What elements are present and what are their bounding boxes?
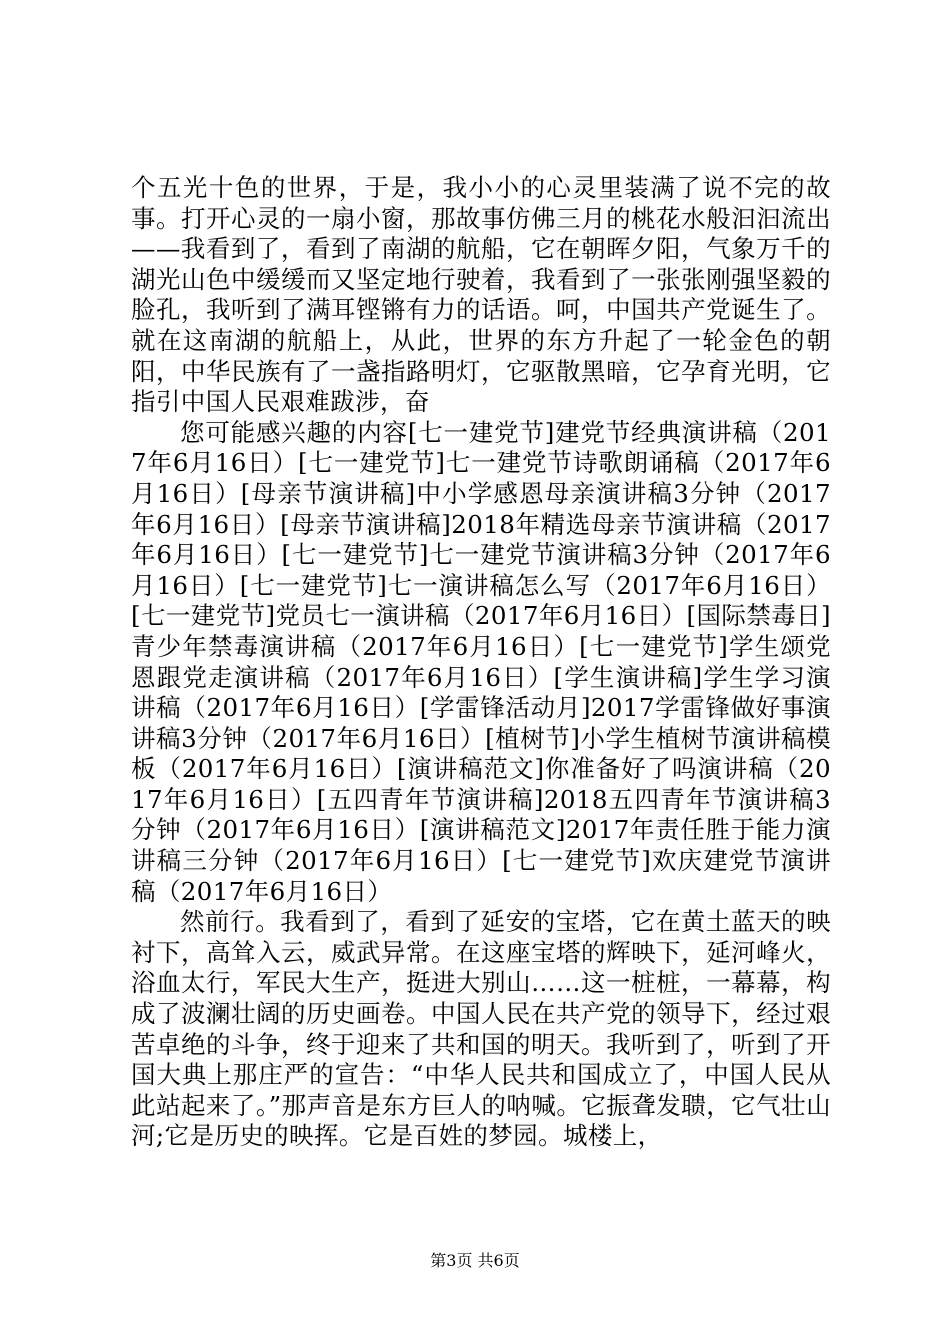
page-footer: 第3页 共6页: [430, 1251, 520, 1270]
paragraph-related-content: 您可能感兴趣的内容[七一建党节]建党节经典演讲稿（2017年6月16日）[七一建党节]七一建党节诗歌朗诵稿（2017年6月16日）[母亲节演讲稿]中小学感恩母亲演讲稿3分钟（2017年6月16日）[母亲节演讲稿]2018年精选母亲节演讲稿（2017年6月16日）[七一建党节]七一建党节演讲稿3分钟（2017年6月16日）[七一建党节]七一演讲稿怎么写（2017年6月16日）[七一建党节]党员七一演讲稿（2017年6月16日）[国际禁毒日]青少年禁毒演讲稿（2017年6月16日）[七一建党节]学生颂党恩跟党走演讲稿（2017年6月16日）[学生演讲稿]学生学习演讲稿（2017年6月16日）[学雷锋活动月]2017学雷锋做好事演讲稿3分钟（2017年6月16日）[植树节]小学生植树节演讲稿模板（2017年6月16日）[演讲稿范文]你准备好了吗演讲稿（2017年6月16日）[五四青年节演讲稿]2018五四青年节演讲稿3分钟（2017年6月16日）[演讲稿范文]2017年责任胜于能力演讲稿三分钟（2017年6月16日）[七一建党节]欢庆建党节演讲稿（2017年6月16日）: [131, 417, 831, 906]
paragraph-continued: 个五光十色的世界，于是，我小小的心灵里装满了说不完的故事。打开心灵的一扇小窗，那故事仿佛三月的桃花水般汩汩流出——我看到了，看到了南湖的航船，它在朝晖夕阳，气象万千的湖光山色中缓缓而又坚定地行驶着，我看到了一张张刚强坚毅的脸孔，我听到了满耳铿锵有力的话语。呵，中国共产党诞生了。就在这南湖的航船上，从此，世界的东方升起了一轮金色的朝阳，中华民族有了一盏指路明灯，它驱散黑暗，它孕育光明，它指引中国人民艰难跋涉，奋: [131, 173, 831, 417]
paragraph-main: 然前行。我看到了，看到了延安的宝塔，它在黄土蓝天的映衬下，高耸入云，威武异常。在这座宝塔的辉映下，延河峰火，浴血太行，军民大生产，挺进大别山……这一桩桩，一幕幕，构成了波澜壮阔的历史画卷。中国人民在共产党的领导下，经过艰苦卓绝的斗争，终于迎来了共和国的明天。我听到了，听到了开国大典上那庄严的宣告：“中华人民共和国成立了，中国人民从此站起来了。”那声音是东方巨人的呐喊。它振聋发聩，它气壮山河;它是历史的映挥。它是百姓的梦园。城楼上，: [131, 907, 831, 1151]
document-body: [131, 173, 831, 1152]
